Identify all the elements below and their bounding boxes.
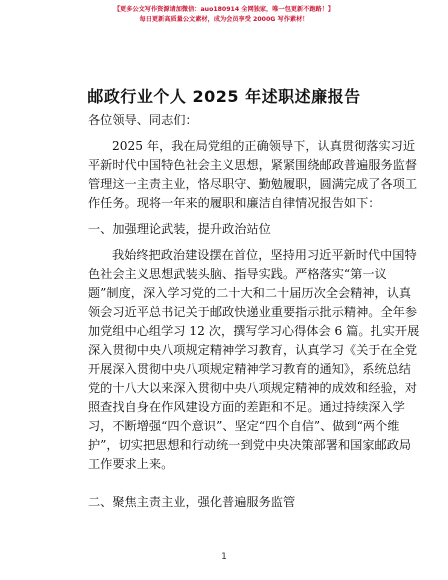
section-1-line: 色社会主义思想武装头脑、指导实践。严格落实“第一议 xyxy=(88,267,387,281)
section-1-line: 领会习近平总书记关于邮政快递业重要指示批示精神。全年参 xyxy=(88,305,418,319)
section-1-line: 习，不断增强“四个意识”、坚定“四个自信”、做到“两个维 xyxy=(88,419,400,433)
promo-banner-line-2: 每日更新高质量公文素材，成为会员享受 2000G 写作素材！ xyxy=(139,16,309,23)
section-1-line: 开展深入贯彻中央八项规定精神学习教育的通知》，系统总结 xyxy=(88,362,411,376)
section-1-heading: 一、加强理论武装，提升政治站位 xyxy=(88,222,271,236)
section-1-line: 题”制度，深入学习党的二十大和二十届历次全会精神，认真 xyxy=(88,286,412,300)
section-2-heading: 二、聚焦主责主业，强化普遍服务监管 xyxy=(88,495,296,509)
intro-line: 平新时代中国特色社会主义思想，紧紧围绕邮政普遍服务监督 xyxy=(88,158,418,172)
document-title: 邮政行业个人 2025 年述职述廉报告 xyxy=(87,87,361,106)
page-number: 1 xyxy=(221,552,227,562)
intro-line: 2025 年，我在局党组的正确领导下，认真贯彻落实习近 xyxy=(112,139,416,153)
section-1-line: 工作要求上来。 xyxy=(88,457,174,471)
section-1-line: 党的十八大以来深入贯彻中央八项规定精神的成效和经验，对 xyxy=(88,381,418,395)
section-1-line: 照查找自身在作风建设方面的差距和不足。通过持续深入学 xyxy=(88,400,405,414)
promo-banner-line-1: 【更多公文写作资源请加微信：auo180914 全网独家，唯一包更新不跑路！】 xyxy=(113,6,335,13)
section-1-line: 护”，切实把思想和行动统一到党中央决策部署和国家邮政局 xyxy=(88,438,412,452)
section-1-line: 我始终把政治建设摆在首位，坚持用习近平新时代中国特 xyxy=(112,248,417,262)
intro-line: 管理这一主责主业，恪尽职守、勤勉履职，圆满完成了各项工 xyxy=(88,177,418,191)
section-1-line: 深入贯彻中央八项规定精神学习教育，认真学习《关于在全党 xyxy=(88,343,418,357)
intro-line: 作任务。现将一年来的履职和廉洁自律情况报告如下： xyxy=(88,196,381,210)
salutation: 各位领导、同志们： xyxy=(88,113,198,127)
section-1-line: 加党组中心组学习 12 次，撰写学习心得体会 6 篇。扎实开展 xyxy=(88,324,420,338)
